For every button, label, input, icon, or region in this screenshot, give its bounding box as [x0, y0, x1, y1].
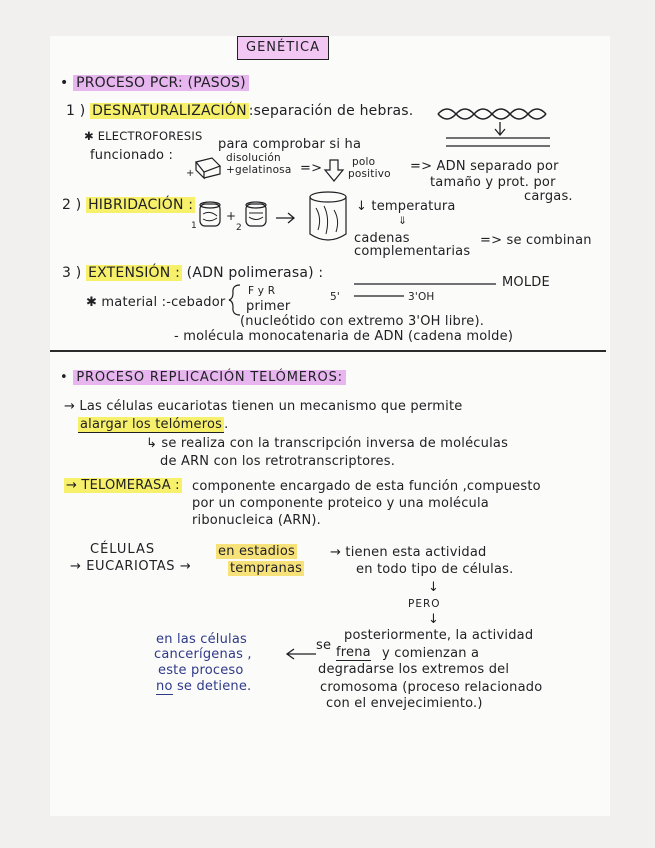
page-title: GENÉTICA	[237, 36, 329, 60]
polo-text: polo	[352, 156, 376, 168]
molecula-text: - molécula monocatenaria de ADN (cadena molde)	[174, 329, 514, 344]
step3-number: 3 )	[62, 265, 82, 281]
material-text: ✱ material :-cebador	[86, 295, 226, 310]
telomeros-p1-line3: de ARN con los retrotranscriptores.	[160, 454, 396, 469]
blue-no-underlined: no	[156, 679, 173, 694]
combined-tube-drawing	[306, 190, 350, 246]
molde-text: MOLDE	[502, 275, 550, 290]
envejecimiento-text: con el envejecimiento.)	[326, 696, 483, 711]
section-divider	[50, 350, 606, 352]
posteriormente-text: posteriormente, la actividad	[344, 628, 534, 643]
telomerasa-line	[64, 479, 182, 493]
step3-label: EXTENSIÓN :	[88, 265, 181, 281]
arrow-down-icon	[322, 158, 346, 184]
svg-text:+: +	[186, 168, 195, 179]
brace-icon	[228, 283, 242, 317]
dna-strands-drawing	[432, 104, 552, 148]
positivo-text: positivo	[348, 168, 391, 180]
funcionado-text: funcionado :	[90, 148, 174, 163]
step3-description: (ADN polimerasa) :	[186, 265, 324, 281]
alargar-telomeros: alargar los telómeros	[80, 417, 223, 432]
temperatura-text: ↓ temperatura	[356, 199, 456, 214]
todo-tipo-text: en todo tipo de células.	[356, 562, 514, 577]
five-prime-text: 5'	[330, 291, 340, 303]
tube-plus: +	[226, 209, 237, 223]
pcr-header-text: PROCESO PCR: (PASOS)	[73, 75, 249, 91]
primer-text: primer	[246, 299, 291, 314]
arrow-down-1: ↓	[428, 580, 440, 595]
alargar-dot: .	[224, 417, 229, 432]
arrow-down-2: ↓	[428, 612, 440, 627]
tube1-label: 1	[191, 221, 197, 231]
telomerasa-line2: por un componente proteico y una molécula	[192, 496, 489, 511]
double-arrow-down: ⇓	[398, 215, 407, 227]
telomeros-p1-line1: → Las células eucariotas tienen un mecanismo que permite	[64, 399, 463, 414]
pcr-header: • PROCESO PCR: (PASOS)	[60, 76, 249, 91]
blue-note-rest: se detiene.	[176, 679, 252, 694]
step1-label: DESNATURALIZACIÓN	[92, 103, 247, 119]
telomeros-header: • PROCESO REPLICACIÓN TELÓMEROS:	[60, 371, 346, 385]
three-oh-text: 3'OH	[408, 291, 435, 303]
step1-description: :separación de hebras.	[248, 103, 414, 119]
tube2-label: 2	[236, 223, 242, 233]
tempranas-highlight: tempranas	[230, 561, 303, 576]
telomeros-header-text: PROCESO REPLICACIÓN TELÓMEROS:	[73, 370, 345, 385]
electro-description: para comprobar si ha	[218, 137, 362, 152]
complementarias-text: complementarias	[354, 244, 471, 259]
se-combinan-text: => se combinan	[480, 233, 592, 248]
blue-note-line4	[156, 680, 251, 694]
primer-line	[352, 290, 412, 300]
blue-note-line3: este proceso	[158, 663, 244, 678]
adn-line1: => ADN separado por	[410, 159, 559, 174]
frena-underlined: frena	[336, 645, 371, 660]
se-text: se	[316, 638, 332, 653]
step3-line	[62, 266, 323, 281]
en-estadios-highlight: en estadios	[218, 544, 295, 559]
gelatinosa-text: +gelatinosa	[226, 164, 292, 176]
frena-text	[336, 646, 371, 660]
step2-label: HIBRIDACIÓN :	[88, 197, 194, 213]
step2-line	[62, 198, 195, 213]
telomeros-p1-highlight-line	[78, 418, 228, 432]
telomerasa-label: → TELOMERASA :	[66, 478, 180, 493]
step1-line	[66, 104, 413, 119]
tempranas-text	[228, 562, 304, 576]
adn-line3: cargas.	[524, 189, 573, 204]
electro-label-line: ✱ ELECTROFORESIS	[84, 129, 203, 143]
telomerasa-line1: componente encargado de esta función ,compuesto	[192, 479, 541, 494]
arrow-left-icon	[284, 648, 318, 662]
nucleotido-text: (nucleótido con extremo 3'OH libre).	[240, 314, 485, 329]
step2-number: 2 )	[62, 197, 82, 213]
telomerasa-line3: ribonucleica (ARN).	[192, 513, 321, 528]
disolucion-text: disolución	[226, 152, 281, 164]
arrow-equals: =>	[300, 161, 323, 176]
celulas-text: CÉLULAS	[90, 542, 156, 557]
pero-text: PERO	[408, 598, 441, 610]
electro-label: ELECTROFORESIS	[97, 129, 203, 143]
cromosoma-text: cromosoma (proceso relacionado	[320, 680, 543, 695]
degradarse-text: degradarse los extremos del	[318, 662, 510, 677]
comienzan-text: y comienzan a	[382, 646, 480, 661]
fyr-text: F y R	[248, 285, 276, 297]
en-estadios-text	[216, 545, 297, 559]
blue-note-line1: en las células	[156, 632, 248, 647]
eucariotas-text: → EUCARIOTAS →	[70, 559, 192, 574]
telomeros-p1-line2: ↳ se realiza con la transcripción inversa de moléculas	[146, 436, 509, 451]
blue-note-line2: cancerígenas ,	[154, 647, 252, 662]
cadenas-text: cadenas	[354, 231, 410, 246]
adn-line2: tamaño y prot. por	[430, 175, 556, 190]
tubes-drawing	[188, 198, 298, 236]
tienen-text: → tienen esta actividad	[330, 545, 487, 560]
gel-block-icon	[186, 152, 226, 180]
step1-number: 1 )	[66, 103, 86, 119]
